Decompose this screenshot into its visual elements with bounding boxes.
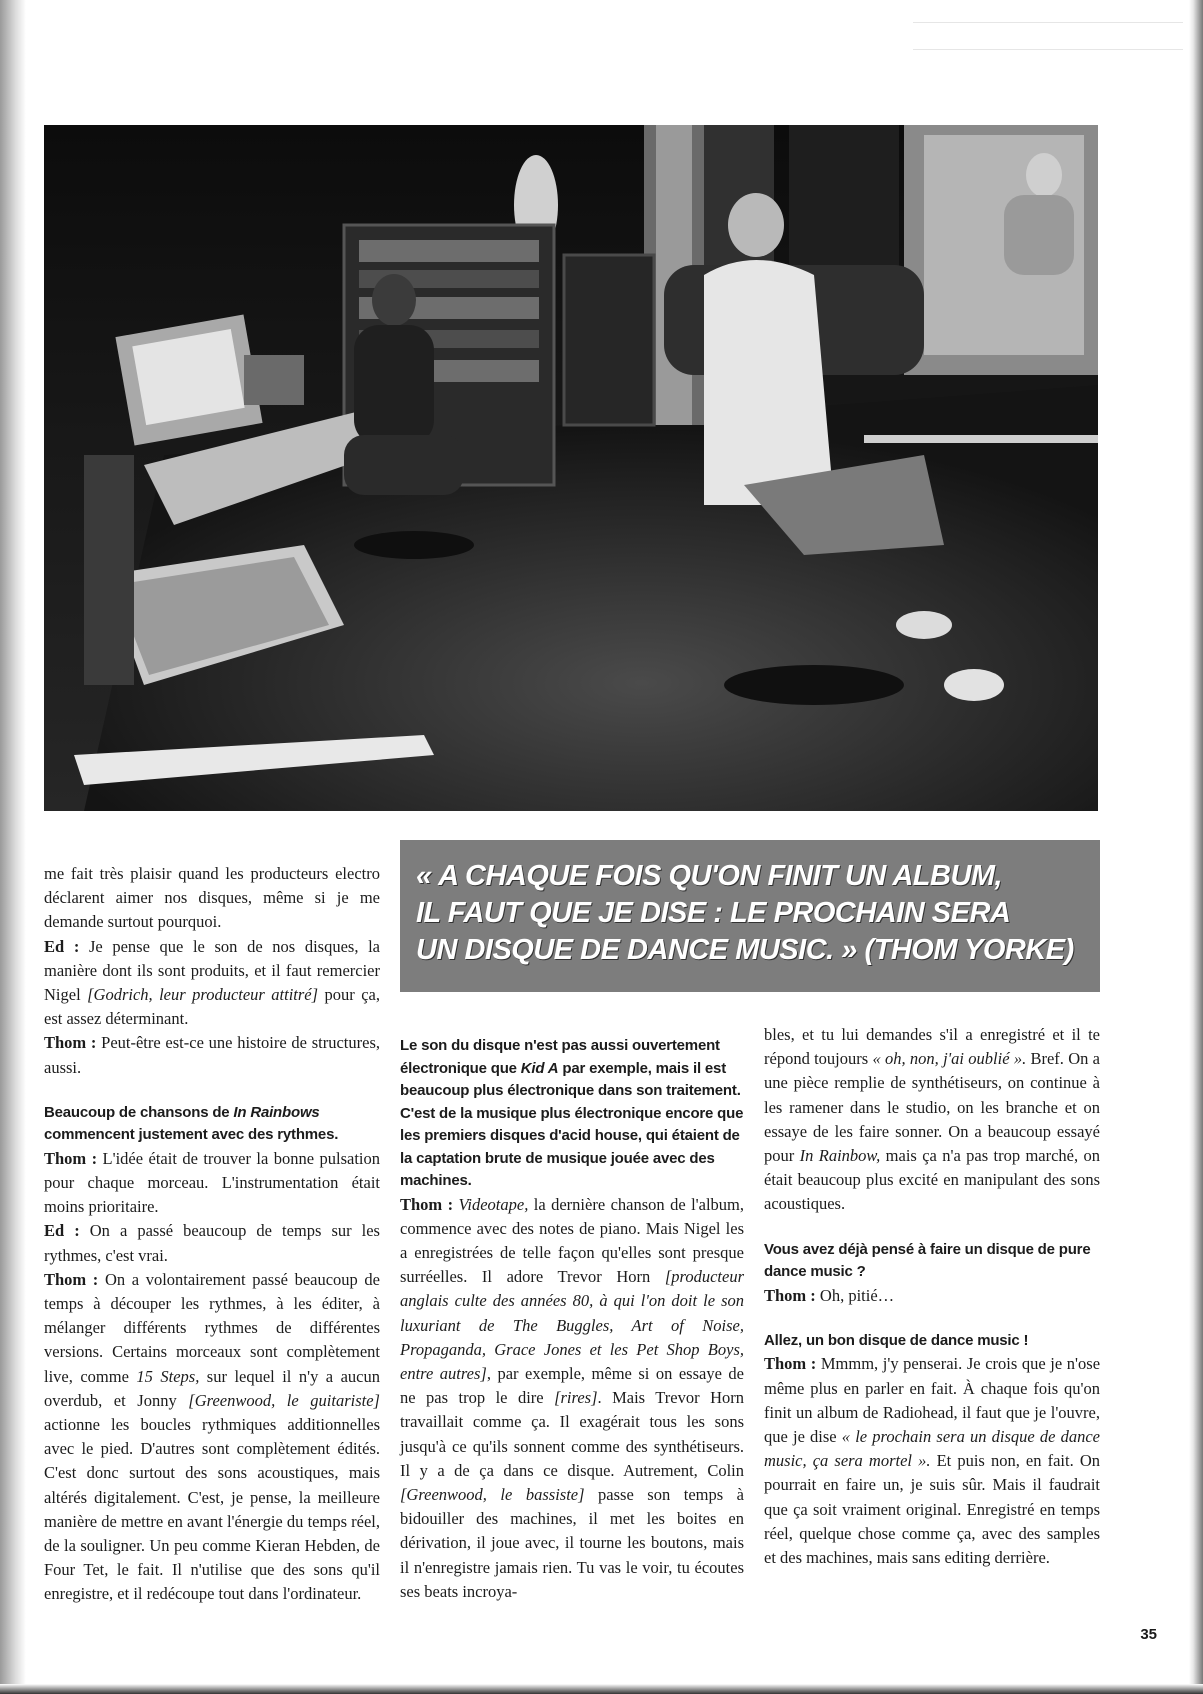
spacer [764, 1308, 1100, 1330]
interview-question: Vous avez déjà pensé à faire un disque de pure dance music ? [764, 1240, 1091, 1281]
editor-note: [rires] [554, 1388, 598, 1408]
question-text: par exemple, mais il est beaucoup plus électronique dans son traitement. C'est de la musique plus électronique encore que les premiers disques d'acid house, qui étaient de la captation brute de musique jouée avec des machines. [400, 1059, 744, 1189]
studio-photo-icon [44, 125, 1098, 811]
speaker-label: Thom : [400, 1194, 454, 1214]
paragraph-text: On a passé beaucoup de temps sur les rythmes, c'est vrai. [44, 1221, 380, 1265]
speaker-label: Thom : [764, 1285, 816, 1305]
paragraph-text: , par exemple, même si on essaye de ne pas trop le dire [400, 1363, 744, 1408]
speaker-label: Thom : [44, 1148, 98, 1168]
editor-note: [Greenwood, le guitariste] [188, 1390, 380, 1410]
paragraph [44, 1268, 380, 1607]
editor-note: [Greenwood, le bassiste] [400, 1484, 585, 1504]
page-edge-shadow [1189, 0, 1203, 1694]
text-column-3 [764, 1023, 1100, 1570]
page-number: 35 [1140, 1626, 1157, 1643]
page-bottom-edge [0, 1684, 1203, 1694]
paragraph [400, 1193, 744, 1604]
binding-shadow [0, 0, 26, 1694]
editor-note: [Godrich, leur producteur attitré] [87, 985, 319, 1005]
speaker-label: Thom : [44, 1033, 97, 1053]
interview-question: Allez, un bon disque de dance music ! [764, 1331, 1029, 1349]
interview-question [400, 1035, 744, 1193]
paragraph [764, 1352, 1100, 1570]
paragraph [44, 862, 380, 935]
spacer [764, 1217, 1100, 1239]
paragraph-text: Je pense que le son de nos disques, la manière dont ils sont produits, et il faut remercier Nigel [44, 936, 380, 1005]
album-title: In Rainbows [233, 1103, 320, 1121]
paragraph-text: Bref. On a une pièce remplie de synthétiseurs, on continue à les ramener dans le studio, on les branche et on essaye de les faire sonner. On a beaucoup essayé pour [764, 1049, 1100, 1166]
paragraph-text: On a volontairement passé beaucoup de temps à découper les rythmes, à les éditer, à mélanger différents rythmes de différentes versions. Certains morceaux sont complètement live, comme [44, 1269, 380, 1386]
pull-quote-line: « A CHAQUE FOIS QU'ON FINIT UN ALBUM, [416, 860, 1003, 892]
quote-text: « le prochain sera un disque de dance music, ça sera mortel ». [764, 1426, 1101, 1471]
paragraph-text: la dernière chanson de l'album, commence avec des notes de piano. Mais Nigel les a enregistrées de telle façon qu'elles sont presque surréelles. Il adore Trevor Horn [400, 1194, 745, 1287]
question-text: commencent justement avec des rythmes. [44, 1126, 339, 1144]
paragraph-text: pour ça, est assez déterminant. [44, 985, 380, 1029]
studio-photo [44, 125, 1098, 811]
quote-text: « oh, non, j'ai oublié ». [872, 1049, 1027, 1069]
pull-quote-line: IL FAUT QUE JE DISE : LE PROCHAIN SERA [416, 897, 1011, 929]
paragraph-text: mais ça n'a pas trop marché, on était beaucoup plus excité en manipulant des sons acoustiques. [764, 1146, 1100, 1214]
question-text: Beaucoup de chansons de [44, 1103, 234, 1121]
paragraph-text: Mmmm, j'y penserai. Je crois que je n'ose même plus en parler en fait. À chaque fois qu'on finit un album de Radiohead, il faut que je l'ouvre, que je dise [764, 1354, 1101, 1446]
speaker-label: Thom : [764, 1354, 817, 1374]
paragraph [44, 1147, 380, 1220]
text-column-1 [44, 862, 380, 1607]
paragraph-text: L'idée était de trouver la bonne pulsation pour chaque morceau. L'instrumentation était moins prioritaire. [44, 1148, 380, 1217]
text-column-2 [400, 1035, 744, 1604]
editor-note: [producteur anglais culte des années 80, à qui l'on doit le son luxuriant de The Buggles, Art of Noise, Propaganda, Grace Jones et les Pet Shop Boys, entre autres] [400, 1267, 744, 1383]
paragraph-text: passe son temps à bidouiller des machines, il met les boites en dérivation, il joue avec, il tourne les boutons, mais il n'enregistre jamais rien. Tu vas le voir, tu écoutes ses beats incroya- [400, 1484, 744, 1601]
paragraph [764, 1284, 1100, 1308]
spacer [44, 1080, 380, 1102]
pull-quote [400, 840, 1100, 992]
paragraph [44, 1031, 380, 1079]
song-title: Videotape, [458, 1194, 529, 1214]
paragraph-text: me fait très plaisir quand les producteurs electro déclarent aimer nos disques, même si je me demande surtout pourquoi. [44, 864, 380, 932]
album-title: Kid A [520, 1059, 559, 1077]
paragraph-text: Peut-être est-ce une histoire de structures, aussi. [44, 1033, 380, 1077]
paragraph [44, 1219, 380, 1267]
paragraph-text: sur lequel il n'y a aucun overdub, et Jonny [44, 1366, 381, 1410]
faded-section-header [913, 22, 1183, 50]
paragraph-text: Oh, pitié… [815, 1285, 895, 1305]
interview-question [44, 1102, 380, 1147]
paragraph [44, 935, 380, 1032]
question-text: Le son du disque n'est pas aussi ouvertement électronique que [400, 1037, 720, 1077]
song-title: 15 Steps, [136, 1366, 200, 1386]
paragraph-text: Et puis non, en fait. On pourrait en faire un, je suis sûr. Mais il faudrait que ça soit vraiment original. Enregistré en temps réel, quelque chose comme ça, avec des samples et des machines, mais sans editing derrière. [764, 1451, 1100, 1567]
pull-quote-line: UN DISQUE DE DANCE MUSIC. » (THOM YORKE) [416, 934, 1074, 966]
album-title: In Rainbow, [799, 1146, 881, 1166]
paragraph-text: actionne les boucles rythmiques additionnelles avec le pied. D'autres sont complètement édités. C'est donc surtout des sons acoustiques, mais altérés digitalement. C'est, je pense, la meilleure manière de mettre en avant l'énergie du temps réel, de la souligner. Un peu comme Kieran Hebden, de Four Tet, le fait. Il n'utilise que des sons qu'il enregistre, et il redécoupe tout dans l'ordinateur. [44, 1415, 380, 1604]
paragraph-text: bles, et tu lui demandes s'il a enregistré et il te répond toujours [764, 1025, 1100, 1069]
speaker-label: Ed : [44, 936, 80, 956]
speaker-label: Thom : [44, 1269, 99, 1289]
paragraph [764, 1023, 1100, 1217]
paragraph-text: . Mais Trevor Horn travaillait comme ça. Il exagérait tous les sons jusqu'à ce qu'ils sonnent comme des synthétiseurs. Il y a de ça dans ce disque. Autrement, Colin [400, 1388, 744, 1480]
speaker-label: Ed : [44, 1221, 80, 1241]
